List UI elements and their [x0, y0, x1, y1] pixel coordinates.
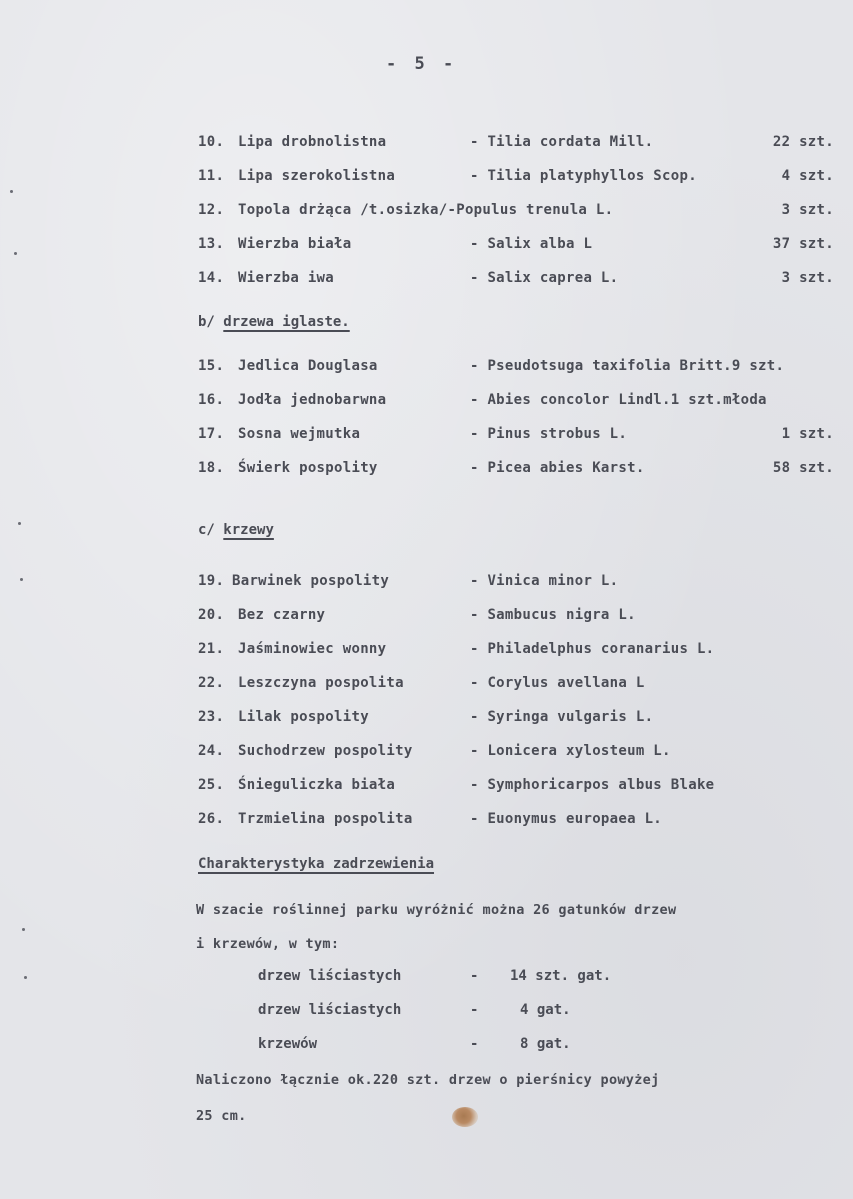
list-item: [198, 134, 834, 156]
list-item: [198, 709, 798, 731]
heading-prefix: b/: [198, 314, 215, 330]
item-latin-name: - Salix alba L: [470, 236, 593, 252]
paragraph-line: Naliczono łącznie ok.220 szt. drzew o pierśnicy powyżej: [196, 1072, 660, 1088]
item-latin-name: - Symphoricarpos albus Blake: [470, 777, 715, 793]
item-polish-name: Wierzba iwa: [238, 270, 335, 286]
item-number: 25.: [198, 777, 225, 793]
summary-dash: -: [470, 1002, 479, 1018]
page-number: - 5 -: [386, 54, 458, 74]
item-quantity: 4 szt.: [781, 168, 834, 184]
item-quantity: 3 szt.: [781, 202, 834, 218]
item-polish-name: Jodła jednobarwna: [238, 392, 387, 408]
section-heading-b: [198, 314, 350, 330]
list-item: [198, 743, 798, 765]
item-polish-name: Lilak pospolity: [238, 709, 369, 725]
section-title-text: Charakterystyka zadrzewienia: [198, 856, 435, 872]
paragraph-line: 25 cm.: [196, 1108, 247, 1124]
item-quantity: 58 szt.: [772, 460, 834, 476]
paper-speck: [18, 522, 21, 525]
summary-value: 14 szt. gat.: [510, 968, 612, 984]
item-polish-name: Trzmielina pospolita: [238, 811, 413, 827]
summary-dash: -: [470, 968, 479, 984]
item-number: 11.: [198, 168, 225, 184]
item-number: 19.: [198, 573, 225, 589]
section-title: [198, 856, 434, 872]
item-polish-name: Sosna wejmutka: [238, 426, 361, 442]
item-polish-name: Wierzba biała: [238, 236, 352, 252]
section-heading-c: [198, 522, 274, 538]
list-item: [198, 202, 834, 224]
summary-label: drzew liściastych: [258, 1002, 402, 1018]
item-quantity: 1 szt.: [781, 426, 834, 442]
paper-speck: [20, 578, 23, 581]
item-polish-name: Barwinek pospolity: [232, 573, 390, 589]
item-number: 13.: [198, 236, 225, 252]
paper-speck: [24, 976, 27, 979]
summary-dash: -: [470, 1036, 479, 1052]
summary-value: 8 gat.: [520, 1036, 571, 1052]
item-polish-name: Topola drżąca /t.osizka/-Populus trenula L.: [238, 202, 614, 218]
item-number: 21.: [198, 641, 225, 657]
item-polish-name: Leszczyna pospolita: [238, 675, 404, 691]
list-item: [198, 675, 798, 697]
item-number: 24.: [198, 743, 225, 759]
list-item: [198, 777, 798, 799]
item-polish-name: Suchodrzew pospolity: [238, 743, 413, 759]
item-latin-name: - Picea abies Karst.: [470, 460, 645, 476]
item-number: 17.: [198, 426, 225, 442]
item-polish-name: Jaśminowiec wonny: [238, 641, 387, 657]
item-quantity: 22 szt.: [772, 134, 834, 150]
item-latin-name: - Tilia cordata Mill.: [470, 134, 654, 150]
heading-label: drzewa iglaste.: [223, 314, 350, 330]
item-number: 16.: [198, 392, 225, 408]
item-latin-name: - Tilia platyphyllos Scop.: [470, 168, 697, 184]
heading-prefix: c/: [198, 522, 215, 538]
list-item: [198, 607, 798, 629]
paper-speck: [10, 190, 13, 193]
list-item: [198, 392, 834, 414]
item-polish-name: Jedlica Douglasa: [238, 358, 378, 374]
item-polish-name: Bez czarny: [238, 607, 326, 623]
item-number: 22.: [198, 675, 225, 691]
list-item: [198, 270, 834, 292]
item-latin-name: - Abies concolor Lindl.1 szt.młoda: [470, 392, 767, 408]
item-number: 14.: [198, 270, 225, 286]
item-latin-name: - Corylus avellana L: [470, 675, 645, 691]
item-polish-name: Świerk pospolity: [238, 460, 378, 476]
paragraph-line: i krzewów, w tym:: [196, 936, 340, 952]
item-number: 15.: [198, 358, 225, 374]
summary-label: krzewów: [258, 1036, 318, 1052]
item-latin-name: - Salix caprea L.: [470, 270, 619, 286]
summary-value: 4 gat.: [520, 1002, 571, 1018]
list-item: [198, 236, 834, 258]
item-number: 20.: [198, 607, 225, 623]
item-number: 26.: [198, 811, 225, 827]
item-latin-name: - Pinus strobus L.: [470, 426, 628, 442]
item-quantity: 3 szt.: [781, 270, 834, 286]
list-item: [198, 358, 846, 380]
item-polish-name: Śnieguliczka biała: [238, 777, 396, 793]
item-polish-name: Lipa drobnolistna: [238, 134, 387, 150]
summary-label: drzew liściastych: [258, 968, 402, 984]
item-latin-name: - Vinica minor L.: [470, 573, 619, 589]
item-number: 23.: [198, 709, 225, 725]
item-latin-name: - Sambucus nigra L.: [470, 607, 636, 623]
item-quantity: 37 szt.: [772, 236, 834, 252]
item-polish-name: Lipa szerokolistna: [238, 168, 396, 184]
item-number: 12.: [198, 202, 225, 218]
paragraph-line: W szacie roślinnej parku wyróżnić można 26 gatunków drzew: [196, 902, 677, 918]
stain-mark: [452, 1107, 478, 1127]
list-item: [198, 641, 798, 663]
item-latin-name: - Euonymus europaea L.: [470, 811, 663, 827]
item-number: 10.: [198, 134, 225, 150]
paper-speck: [14, 252, 17, 255]
paper-speck: [22, 928, 25, 931]
heading-label: krzewy: [223, 522, 274, 538]
list-item: [198, 460, 834, 482]
list-item: [198, 426, 834, 448]
item-latin-name: - Philadelphus coranarius L.: [470, 641, 715, 657]
item-latin-name: - Lonicera xylosteum L.: [470, 743, 671, 759]
list-item: [198, 573, 798, 595]
item-latin-name: - Syringa vulgaris L.: [470, 709, 654, 725]
item-latin-name: - Pseudotsuga taxifolia Britt.9 szt.: [470, 358, 785, 374]
list-item: [198, 168, 834, 190]
item-number: 18.: [198, 460, 225, 476]
list-item: [198, 811, 798, 833]
